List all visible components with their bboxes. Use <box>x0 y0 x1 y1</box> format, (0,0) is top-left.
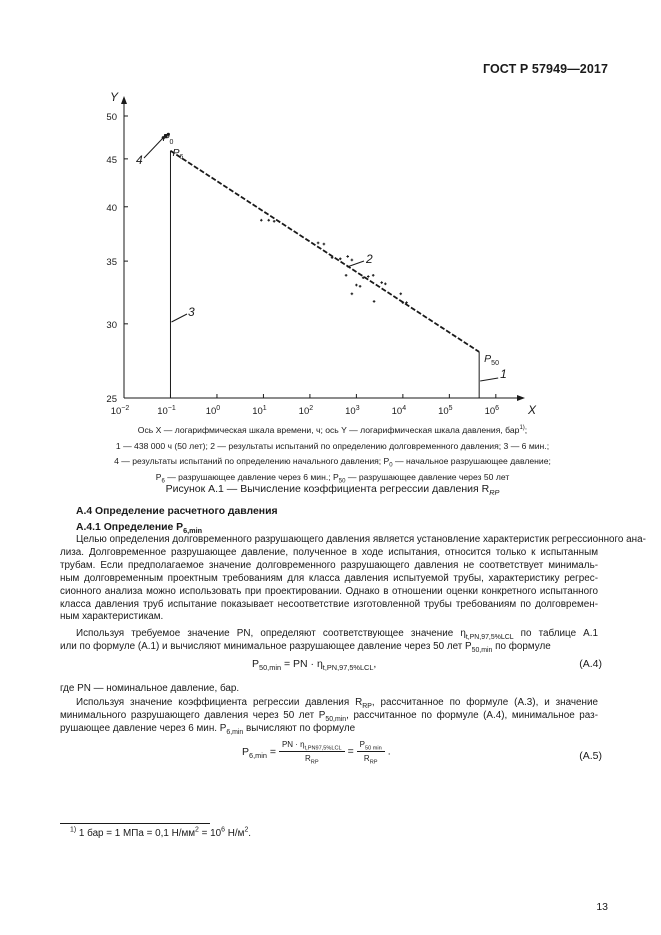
test-point <box>351 259 354 262</box>
chart-ticks <box>106 112 499 417</box>
test-point <box>367 275 370 278</box>
p50-label: $P_{50}$ <box>484 353 499 367</box>
chart-axes <box>110 90 537 417</box>
chart-lines <box>170 151 479 398</box>
callout-1-leader <box>480 378 498 381</box>
y-tick-label: 30 <box>106 319 117 331</box>
y-tick-label: 45 <box>106 154 117 166</box>
x-tick-exponent: 2 <box>309 405 314 412</box>
formula-a5: $P_{6,min}$ = $\frac{PN \cdot \eta_{t,PN97,5\%LCL}}{R_{RP}}$ = $\frac{P_{50 min}}{R_{RP}}$ . <box>242 740 391 766</box>
p0-label: $P_0$ <box>162 132 174 146</box>
test-point <box>351 292 354 295</box>
x-tick-exponent: 3 <box>355 405 360 412</box>
test-point <box>359 285 362 288</box>
x-axis-arrow <box>517 395 525 401</box>
footnote: $^{1)}$ 1 бар = 1 МПа = 0,1 $Н/мм^2 = 10^6$ $Н/м^2$. <box>70 826 252 839</box>
test-point <box>372 274 375 277</box>
x-axis-label: X <box>528 403 537 417</box>
x-tick-label: $10^5$ <box>438 405 453 417</box>
callout-4-leader <box>144 139 162 158</box>
callout-2-leader <box>347 261 364 267</box>
paragraph-regression: Используя значение коэффициента регрессии давления $R_{RP}$, рассчитанное по формуле (А.3), и значение минимального разрушающего давления через 50 лет $P_{50,min}$, рассчитанное по формуле (А.4), минимальное раз- рушающее давление через 6 мин. $P_{6,min}$ вычисляют по формуле <box>60 697 598 736</box>
x-tick-label: $10^0$ <box>205 405 221 417</box>
y-tick-label: 40 <box>106 202 117 214</box>
section-a41-heading: А.4.1 Определение $P_{6,min}$ <box>76 522 203 536</box>
x-tick-exponent: 5 <box>448 405 453 412</box>
test-point <box>373 300 376 303</box>
y-axis-label: Y <box>110 90 119 104</box>
y-tick-label: 35 <box>106 257 117 269</box>
x-tick-label: $10^{-1}$ <box>157 405 176 417</box>
standard-header: ГОСТ Р 57949—2017 <box>482 62 608 76</box>
test-point <box>267 219 270 222</box>
callout-2: 2 <box>366 252 373 266</box>
paragraph-pn: Используя требуемое значение PN, определяют соответствующее значение $\eta_{t,PN,97,5\%LCL}$ по таблице А.1 или по формуле (А.1) и вычисляют минимальное разрушающее давление через 50 лет $P_{50,min}$ по формуле <box>60 628 598 654</box>
p6-label-subscript: 6 <box>179 154 184 161</box>
test-point <box>384 283 387 286</box>
y-axis-arrow <box>121 96 127 104</box>
formula-a4-number: (А.4) <box>579 658 602 670</box>
x-tick-label: $10^3$ <box>345 405 360 417</box>
figure-legend: Ось X — логарифмическая шкала времени, ч; ось Y — логарифмическая шкала давления, бар$^{1)}$; 1 — 438 000 ч (50 лет); 2 — результаты испытаний по определению долговременного давления; 3 — 6 мин.; 4 — результаты испытаний по определению начального давления; $P_0$ — начальное разрушающее давление; $P_6$ — разрушающее давление через 6 мин.; $P_{50}$ — разрушающее давление через 50 лет <box>114 425 551 485</box>
p6-label: $P_6$ <box>172 147 184 161</box>
x-tick-label: $10^{-2}$ <box>110 405 130 417</box>
regression-chart <box>0 0 661 420</box>
x-tick-label: $10^1$ <box>252 405 267 417</box>
x-tick-exponent: −2 <box>121 405 130 412</box>
test-point <box>323 243 326 246</box>
test-point <box>345 274 348 277</box>
x-tick-exponent: −1 <box>167 405 176 412</box>
test-point <box>346 255 349 258</box>
x-tick-label: $10^4$ <box>391 405 407 417</box>
y-tick-label: 50 <box>106 112 117 123</box>
chart-points <box>162 133 408 304</box>
callout-1: 1 <box>500 367 507 381</box>
chart-labels <box>136 132 507 381</box>
test-point <box>317 242 320 245</box>
callout-4: 4 <box>136 153 143 167</box>
x-tick-label: $10^6$ <box>484 405 500 417</box>
test-point <box>339 257 342 260</box>
x-tick-exponent: 6 <box>495 405 500 412</box>
p0-label-subscript: 0 <box>169 139 174 146</box>
callout-3-leader <box>171 314 187 322</box>
p50-label-subscript: 50 <box>491 360 499 367</box>
x-tick-exponent: 1 <box>262 405 267 412</box>
formula-a5-number: (А.5) <box>579 750 602 762</box>
page-number: 13 <box>596 901 608 913</box>
x-tick-exponent: 0 <box>216 405 221 412</box>
test-point <box>380 281 383 284</box>
figure-caption: Рисунок А.1 — Вычисление коэффициента регрессии давления $R_{RP}$ <box>165 483 500 498</box>
test-point <box>273 220 276 223</box>
section-a4-heading: А.4 Определение расчетного давления <box>76 506 278 517</box>
test-point <box>355 284 358 287</box>
y-tick-label: 25 <box>106 394 117 405</box>
test-point <box>399 292 402 295</box>
x-tick-label: $10^2$ <box>298 405 314 417</box>
pn-definition: где PN — номинальное давление, бар. <box>60 683 240 694</box>
footnote-separator <box>60 823 210 824</box>
regression-line <box>170 151 479 352</box>
paragraph-purpose: Целью определения долговременного разрушающего давления является установление характеристик регрессионного ана- лиза. Долговременное разрушающее давление, полученное в ходе испытания, относится только к испытанным трубам. Если предполагаемое значение долговременного разрушающего давления не соответствует минималь- ным долговременным проектным требованиям для класса давления испытуемой трубы, характеристику регрес- сионного анализа можно использовать при проектировании. Однако в отношении оценки конкретного испытанного класса давления труб испытание показывает несоответствие изготовленной трубы требованиям по долговремен- ным характеристикам. <box>60 534 646 623</box>
x-tick-exponent: 4 <box>402 405 407 412</box>
test-point <box>260 219 263 222</box>
formula-a4: $P_{50,min}$ = PN · $\eta_{t,PN,97,5\%LCL}$, <box>252 658 377 673</box>
callout-3: 3 <box>188 305 195 319</box>
